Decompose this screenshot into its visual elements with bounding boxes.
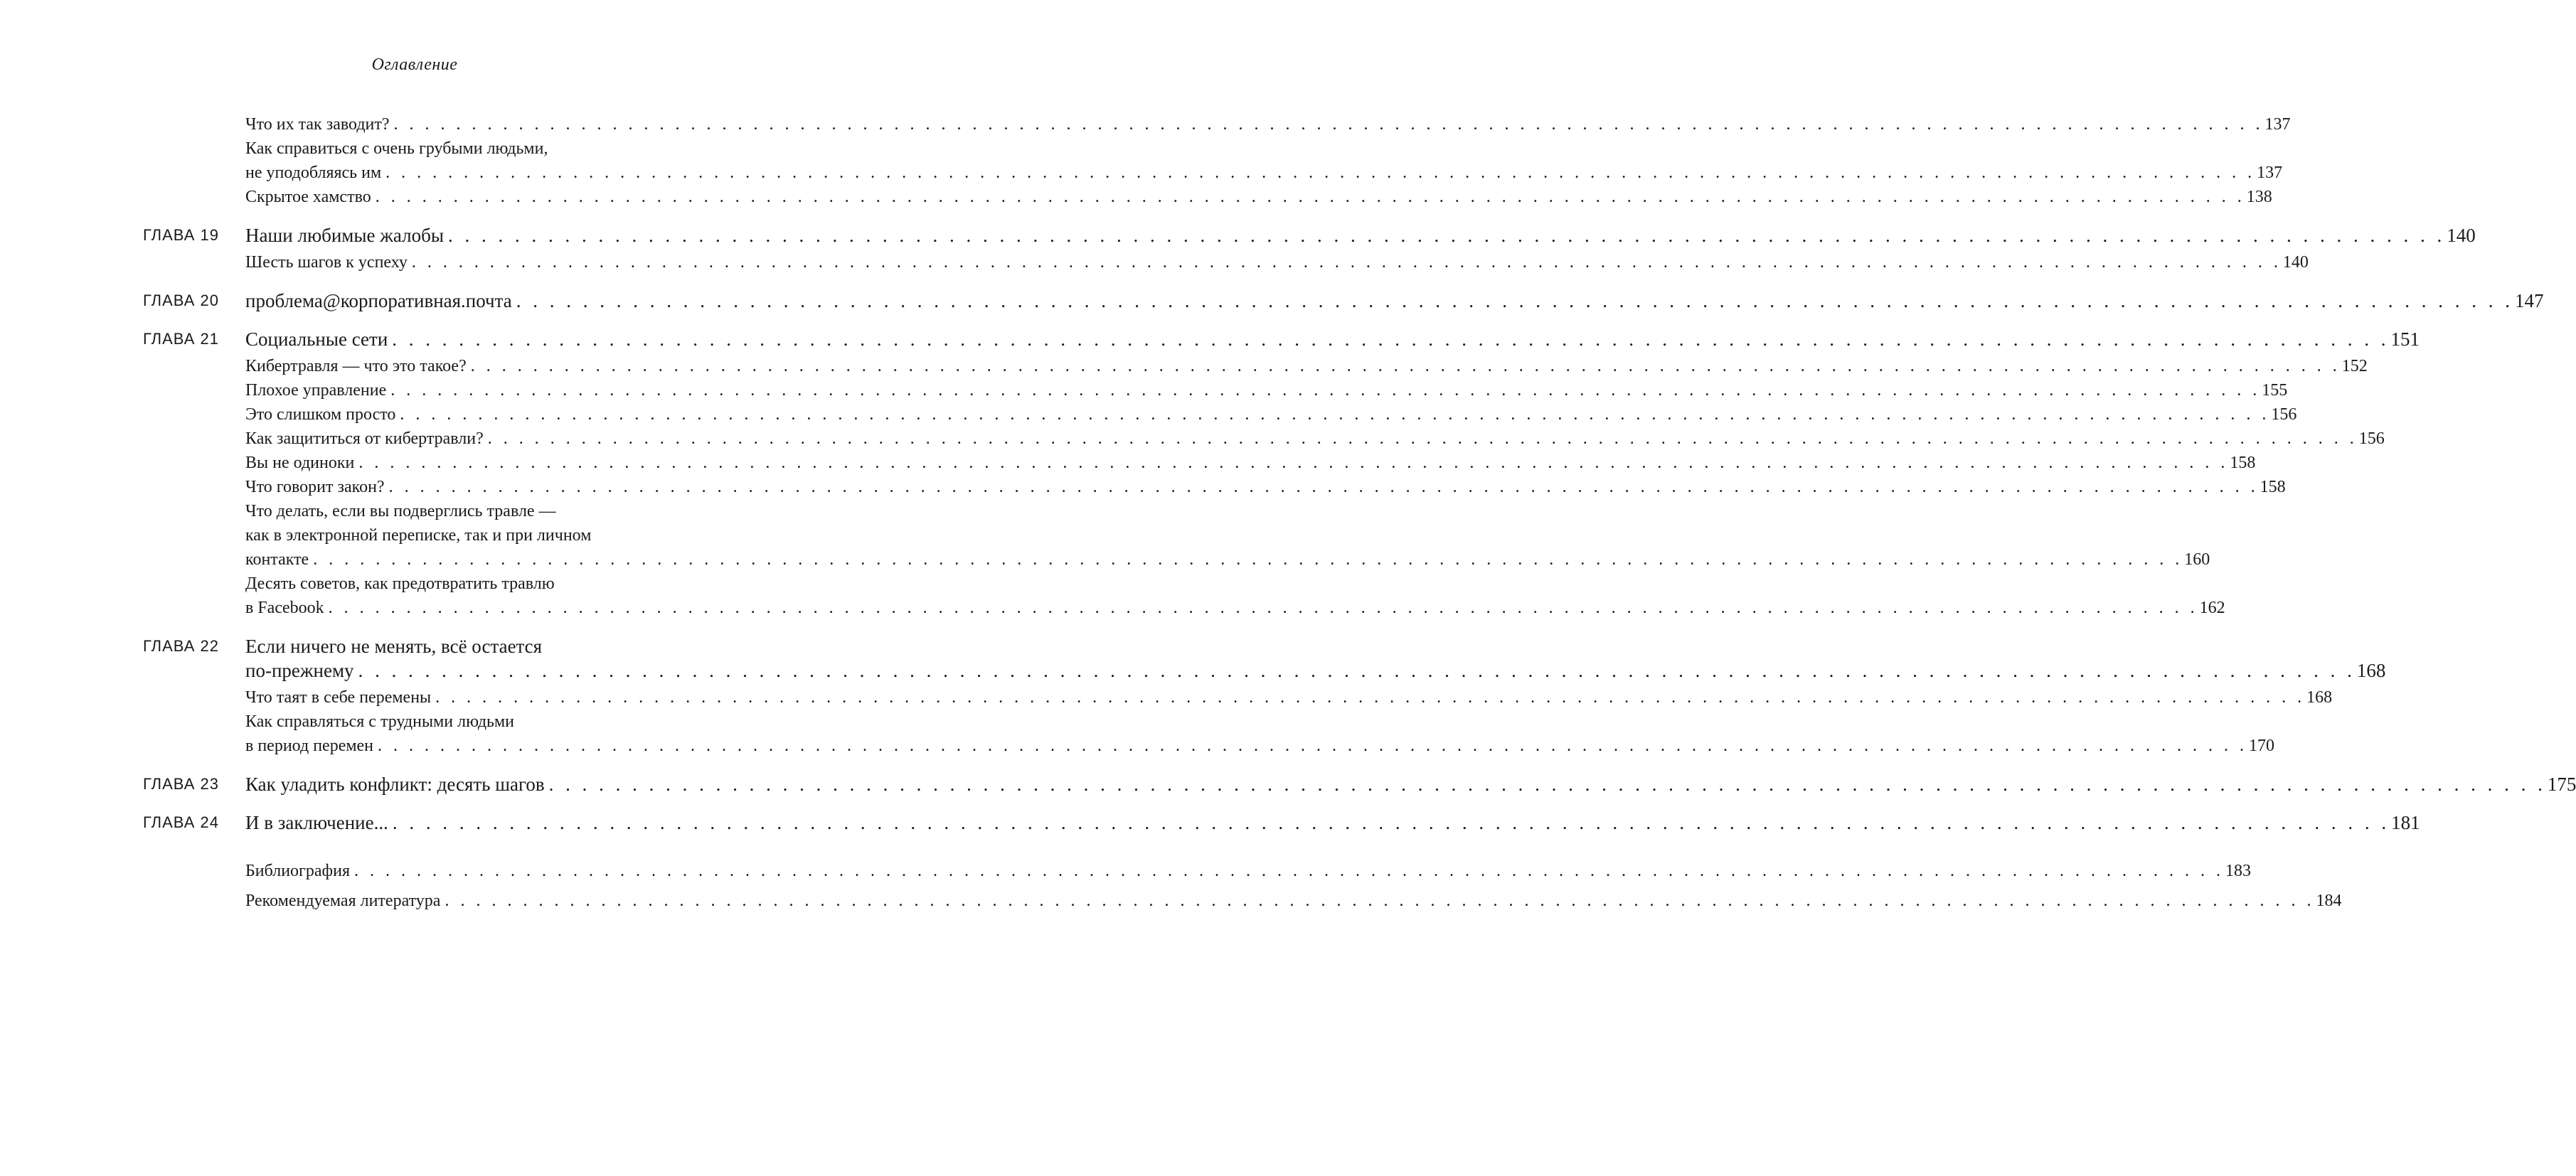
entry-title: И в заключение... [245,812,388,833]
entry-title: Что говорит закон? [245,478,385,496]
entry-title-line: Как справляться с трудными людьми [245,712,514,731]
toc-chapter-entry[interactable] [0,327,2420,351]
page-number: 147 [2515,290,2544,311]
toc-chapter-entry[interactable] [0,772,2576,796]
dot-leader: . . . . . . . . . . . . . . . . . . . . . . . . . . . . . . . . . . . . . . . . . . . . . . . . . . . . . . . . . . . . . . . . . . . . . . . . . . . . . . . . . . . . . . . . . . . . . . . . . . . . . . . . . . . . . . . . . . . . . . . . [435,688,2306,707]
entry-title: Скрытое хамство [245,188,371,206]
chapter-label: ГЛАВА 21 [143,330,219,348]
chapter-label: ГЛАВА 22 [143,637,219,655]
entry-title: Что таят в себе перемены [245,688,432,707]
toc-section-entry[interactable] [0,451,2256,475]
chapter-label: ГЛАВА 24 [143,813,219,831]
page-number: 156 [2358,429,2385,448]
running-head: Оглавление [371,55,458,74]
entry-title-line: Как справиться с очень грубыми людьми, [245,139,548,158]
page-number: 183 [2225,862,2251,880]
dot-leader: . . . . . . . . . . . . . . . . . . . . . . . . . . . . . . . . . . . . . . . . . . . . . . . . . . . . . . . . . . . . . . . . . . . . . . . . . . . . . . . . . . . . . . . . . . . . . . . . . . . . . . . . . . . . . . . . . . . . . . . . [358,454,2229,472]
page-number: 152 [2341,357,2368,375]
dot-leader: . . . . . . . . . . . . . . . . . . . . . . . . . . . . . . . . . . . . . . . . . . . . . . . . . . . . . . . . . . . . . . . . . . . . . . . . . . . . . . . . . . . . . . . . . . . . . . . . . . . . . . . . . . . . . . . . . . . . . . . . [448,225,2446,246]
dot-leader: . . . . . . . . . . . . . . . . . . . . . . . . . . . . . . . . . . . . . . . . . . . . . . . . . . . . . . . . . . . . . . . . . . . . . . . . . . . . . . . . . . . . . . . . . . . . . . . . . . . . . . . . . . . . . . . . . . . . . . . . [392,812,2390,833]
entry-title-line: как в электронной переписке, так и при личном [245,526,592,545]
entry-title: по-прежнему [245,660,354,681]
chapter-label: ГЛАВА 23 [143,775,219,793]
page-number: 168 [2356,660,2386,681]
page-number: 137 [2257,164,2283,182]
entry-title: Рекомендуемая литература [245,892,441,910]
entry-title: проблема@корпоративная.почта [245,290,512,311]
page-number: 156 [2271,405,2297,424]
page-number: 158 [2260,478,2286,496]
page-number: 140 [2447,225,2476,246]
page-number: 170 [2249,737,2275,755]
entry-title: в Facebook [245,599,324,617]
dot-leader: . . . . . . . . . . . . . . . . . . . . . . . . . . . . . . . . . . . . . . . . . . . . . . . . . . . . . . . . . . . . . . . . . . . . . . . . . . . . . . . . . . . . . . . . . . . . . . . . . . . . . . . . . . . . . . . . . . . . . . . . [400,405,2270,424]
dot-leader: . . . . . . . . . . . . . . . . . . . . . . . . . . . . . . . . . . . . . . . . . . . . . . . . . . . . . . . . . . . . . . . . . . . . . . . . . . . . . . . . . . . . . . . . . . . . . . . . . . . . . . . . . . . . . . . . . . . . . . . . [328,599,2198,617]
toc-section-entry[interactable] [0,354,2368,378]
page-number: 158 [2230,454,2256,472]
dot-leader: . . . . . . . . . . . . . . . . . . . . . . . . . . . . . . . . . . . . . . . . . . . . . . . . . . . . . . . . . . . . . . . . . . . . . . . . . . . . . . . . . . . . . . . . . . . . . . . . . . . . . . . . . . . . . . . . . . . . . . . . [358,660,2356,681]
entry-title: Вы не одиноки [245,454,355,472]
dot-leader: . . . . . . . . . . . . . . . . . . . . . . . . . . . . . . . . . . . . . . . . . . . . . . . . . . . . . . . . . . . . . . . . . . . . . . . . . . . . . . . . . . . . . . . . . . . . . . . . . . . . . . . . . . . . . . . . . . . . . . . . [470,357,2341,375]
toc-section-entry[interactable] [0,378,2288,402]
toc-chapter-entry[interactable] [0,634,2386,683]
dot-leader: . . . . . . . . . . . . . . . . . . . . . . . . . . . . . . . . . . . . . . . . . . . . . . . . . . . . . . . . . . . . . . . . . . . . . . . . . . . . . . . . . . . . . . . . . . . . . . . . . . . . . . . . . . . . . . . . . . . . . . . . [411,253,2282,272]
toc-section-entry[interactable] [0,402,2297,427]
toc-chapter-entry[interactable] [0,811,2420,835]
dot-leader: . . . . . . . . . . . . . . . . . . . . . . . . . . . . . . . . . . . . . . . . . . . . . . . . . . . . . . . . . . . . . . . . . . . . . . . . . . . . . . . . . . . . . . . . . . . . . . . . . . . . . . . . . . . . . . . . . . . . . . . . [385,164,2256,182]
entry-title: Библиография [245,862,350,880]
page-number: 168 [2306,688,2333,707]
toc-section-entry[interactable] [0,112,2291,137]
entry-title: Что их так заводит? [245,115,390,134]
toc-section-entry[interactable] [0,137,2283,185]
dot-leader: . . . . . . . . . . . . . . . . . . . . . . . . . . . . . . . . . . . . . . . . . . . . . . . . . . . . . . . . . . . . . . . . . . . . . . . . . . . . . . . . . . . . . . . . . . . . . . . . . . . . . . . . . . . . . . . . . . . . . . . . [313,550,2183,569]
entry-title: в период перемен [245,737,374,755]
toc-section-entry[interactable] [0,185,2272,209]
page-number: 162 [2199,599,2225,617]
dot-leader: . . . . . . . . . . . . . . . . . . . . . . . . . . . . . . . . . . . . . . . . . . . . . . . . . . . . . . . . . . . . . . . . . . . . . . . . . . . . . . . . . . . . . . . . . . . . . . . . . . . . . . . . . . . . . . . . . . . . . . . . [390,381,2261,400]
dot-leader: . . . . . . . . . . . . . . . . . . . . . . . . . . . . . . . . . . . . . . . . . . . . . . . . . . . . . . . . . . . . . . . . . . . . . . . . . . . . . . . . . . . . . . . . . . . . . . . . . . . . . . . . . . . . . . . . . . . . . . . . [378,737,2248,755]
toc-section-entry[interactable] [0,710,2275,758]
toc-section-entry[interactable] [0,859,2251,883]
entry-title: Как уладить конфликт: десять шагов [245,774,545,795]
dot-leader: . . . . . . . . . . . . . . . . . . . . . . . . . . . . . . . . . . . . . . . . . . . . . . . . . . . . . . . . . . . . . . . . . . . . . . . . . . . . . . . . . . . . . . . . . . . . . . . . . . . . . . . . . . . . . . . . . . . . . . . . [375,188,2245,206]
entry-title-line: Что делать, если вы подверглись травле — [245,502,556,520]
entry-title: контакте [245,550,309,569]
entry-title: Шесть шагов к успеху [245,253,408,272]
dot-leader: . . . . . . . . . . . . . . . . . . . . . . . . . . . . . . . . . . . . . . . . . . . . . . . . . . . . . . . . . . . . . . . . . . . . . . . . . . . . . . . . . . . . . . . . . . . . . . . . . . . . . . . . . . . . . . . . . . . . . . . . [354,862,2224,880]
toc-section-entry[interactable] [0,499,2210,572]
entry-title: не уподобляясь им [245,164,382,182]
table-of-contents [0,112,2576,913]
page-number: 175 [2547,774,2576,795]
dot-leader: . . . . . . . . . . . . . . . . . . . . . . . . . . . . . . . . . . . . . . . . . . . . . . . . . . . . . . . . . . . . . . . . . . . . . . . . . . . . . . . . . . . . . . . . . . . . . . . . . . . . . . . . . . . . . . . . . . . . . . . . [548,774,2546,795]
entry-title-line: Десять советов, как предотвратить травлю [245,574,555,593]
entry-title: Наши любимые жалобы [245,225,444,246]
dot-leader: . . . . . . . . . . . . . . . . . . . . . . . . . . . . . . . . . . . . . . . . . . . . . . . . . . . . . . . . . . . . . . . . . . . . . . . . . . . . . . . . . . . . . . . . . . . . . . . . . . . . . . . . . . . . . . . . . . . . . . . . [487,429,2358,448]
entry-title: Кибертравля — что это такое? [245,357,467,375]
page-number: 137 [2264,115,2291,134]
page-number: 184 [2316,892,2342,910]
page-number: 140 [2282,253,2309,272]
page-number: 138 [2246,188,2272,206]
dot-leader: . . . . . . . . . . . . . . . . . . . . . . . . . . . . . . . . . . . . . . . . . . . . . . . . . . . . . . . . . . . . . . . . . . . . . . . . . . . . . . . . . . . . . . . . . . . . . . . . . . . . . . . . . . . . . . . . . . . . . . . . [516,290,2513,311]
entry-title: Социальные сети [245,328,388,350]
toc-chapter-entry[interactable] [0,223,2476,247]
toc-section-entry[interactable] [0,889,2342,913]
page-number: 160 [2184,550,2210,569]
toc-chapter-entry[interactable] [0,289,2544,313]
dot-leader: . . . . . . . . . . . . . . . . . . . . . . . . . . . . . . . . . . . . . . . . . . . . . . . . . . . . . . . . . . . . . . . . . . . . . . . . . . . . . . . . . . . . . . . . . . . . . . . . . . . . . . . . . . . . . . . . . . . . . . . . [392,328,2390,350]
toc-section-entry[interactable] [0,572,2225,620]
chapter-label: ГЛАВА 19 [143,226,219,244]
entry-title: Это слишком просто [245,405,396,424]
page-number: 151 [2390,328,2420,350]
chapter-label: ГЛАВА 20 [143,292,219,309]
dot-leader: . . . . . . . . . . . . . . . . . . . . . . . . . . . . . . . . . . . . . . . . . . . . . . . . . . . . . . . . . . . . . . . . . . . . . . . . . . . . . . . . . . . . . . . . . . . . . . . . . . . . . . . . . . . . . . . . . . . . . . . . [393,115,2264,134]
toc-section-entry[interactable] [0,427,2385,451]
page-number: 181 [2391,812,2420,833]
toc-section-entry[interactable] [0,250,2309,274]
page-number: 155 [2262,381,2288,400]
toc-section-entry[interactable] [0,475,2286,499]
entry-title: Как защититься от кибертравли? [245,429,484,448]
toc-section-entry[interactable] [0,685,2333,710]
entry-title: Плохое управление [245,381,387,400]
dot-leader: . . . . . . . . . . . . . . . . . . . . . . . . . . . . . . . . . . . . . . . . . . . . . . . . . . . . . . . . . . . . . . . . . . . . . . . . . . . . . . . . . . . . . . . . . . . . . . . . . . . . . . . . . . . . . . . . . . . . . . . . [445,892,2315,910]
entry-title-line: Если ничего не менять, всё остается [245,636,543,657]
dot-leader: . . . . . . . . . . . . . . . . . . . . . . . . . . . . . . . . . . . . . . . . . . . . . . . . . . . . . . . . . . . . . . . . . . . . . . . . . . . . . . . . . . . . . . . . . . . . . . . . . . . . . . . . . . . . . . . . . . . . . . . . [388,478,2259,496]
